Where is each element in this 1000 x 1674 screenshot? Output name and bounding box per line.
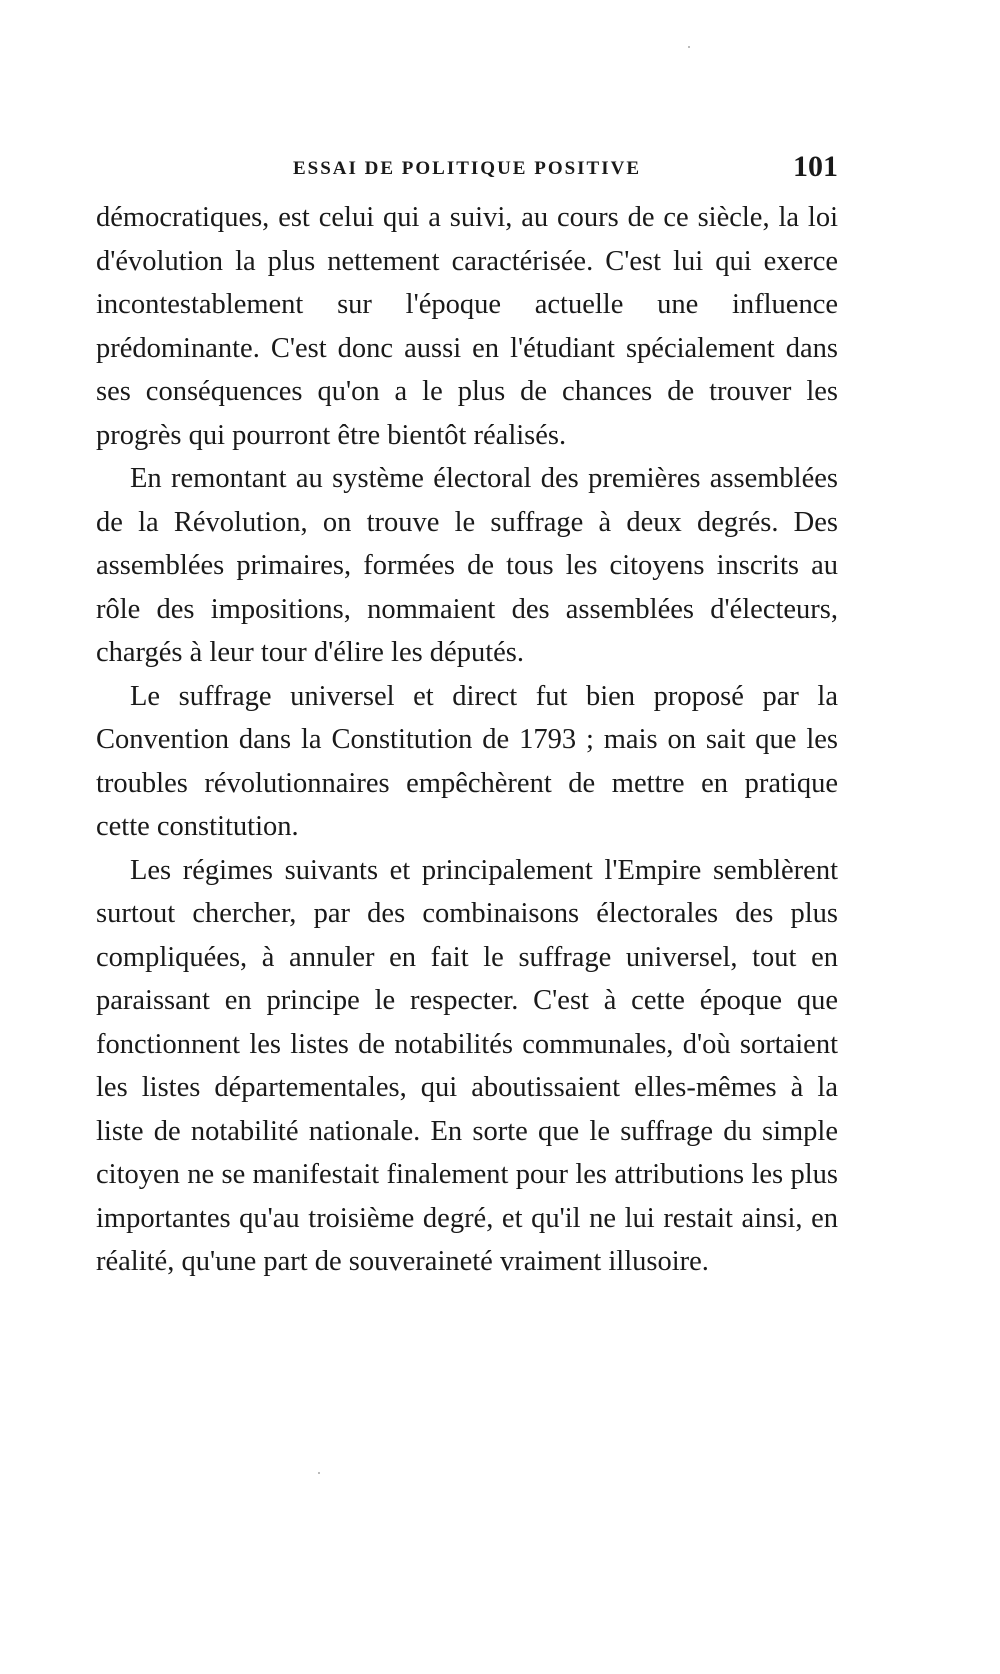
paragraph: En remontant au système électoral des premières assemblées de la Révolution, on trouve le suffrage à deux degrés. Des assemblées primaires, formées de tous les citoyens inscrits au rôle des impositions, nommaient des assemblées d'électeurs, chargés à leur tour d'élire les députés.	[96, 463, 838, 668]
page-number: 101	[793, 150, 838, 183]
print-speck	[688, 46, 690, 48]
running-title: ESSAI DE POLITIQUE POSITIVE	[292, 158, 642, 179]
paragraph: démocratiques, est celui qui a suivi, au cours de ce siècle, la loi d'évolution la plus nettement caractérisée. C'est lui qui exerce incontestablement sur l'époque actuelle une influence prédominante. C'est donc aussi en l'étudiant spécialement dans ses conséquences qu'on a le plus de chances de trouver les progrès qui pourront être bientôt réalisés.	[96, 202, 838, 451]
body-text	[96, 196, 838, 1284]
print-speck	[318, 1472, 320, 1474]
paragraph: Le suffrage universel et direct fut bien proposé par la Convention dans la Constitution de 1793 ; mais on sait que les troubles révolutionnaires empêchèrent de mettre en pratique cette constitution.	[96, 680, 838, 842]
paragraph: Les régimes suivants et principalement l'Empire semblèrent surtout chercher, par des combinaisons électorales des plus compliquées, à annuler en fait le suffrage universel, tout en paraissant en principe le respecter. C'est à cette époque que fonctionnent les listes de notabilités communales, d'où sortaient les listes départementales, qui aboutissaient elles-mêmes à la liste de notabilité nationale. En sorte que le suffrage du simple citoyen ne se manifestait finalement pour les attributions les plus importantes qu'au troisième degré, et qu'il ne lui restait ainsi, en réalité, qu'une part de souveraineté vraiment illusoire.	[96, 854, 838, 1277]
running-head	[96, 150, 838, 186]
